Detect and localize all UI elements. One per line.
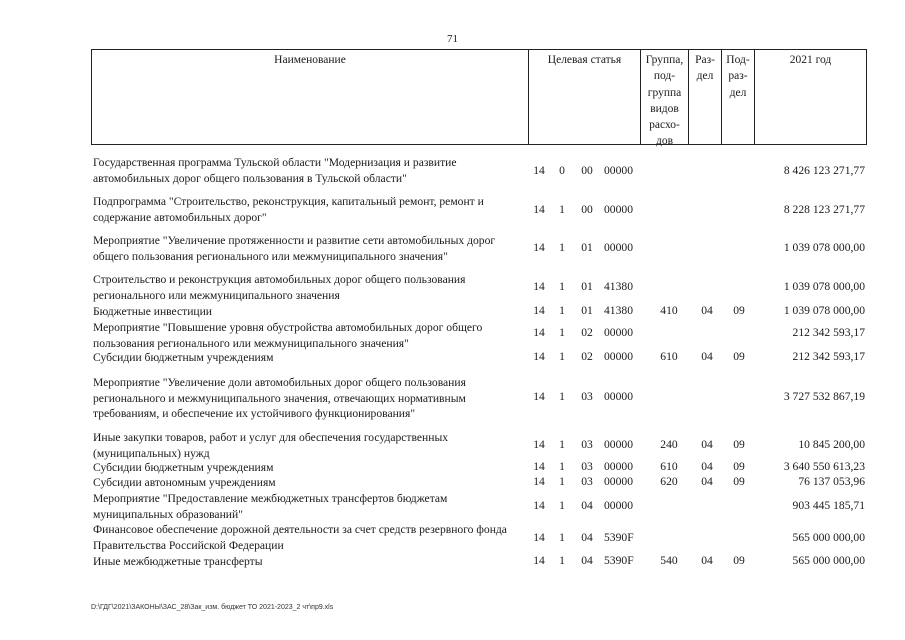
row-name: Иные закупки товаров, работ и услуг для обеспечения государственных (муниципальных) нужд bbox=[93, 431, 449, 460]
row-code-1: 14 bbox=[533, 460, 545, 473]
row-code-2: 1 bbox=[559, 350, 565, 363]
row-code-1: 14 bbox=[533, 475, 545, 488]
page-number: 71 bbox=[447, 33, 458, 45]
row-code-3: 04 bbox=[581, 531, 593, 544]
header-subsection-line: Под- bbox=[726, 54, 750, 66]
table-row bbox=[0, 350, 905, 366]
header-section bbox=[689, 50, 722, 144]
row-code-2: 1 bbox=[559, 554, 565, 567]
row-code-4: 00000 bbox=[604, 350, 633, 363]
row-code-2: 0 bbox=[559, 164, 565, 177]
table-row bbox=[0, 522, 905, 554]
row-code-4: 41380 bbox=[604, 280, 633, 293]
header-subsection bbox=[722, 50, 755, 144]
row-code-1: 14 bbox=[533, 326, 545, 339]
row-section: 04 bbox=[701, 304, 713, 317]
header-group-line: Группа, bbox=[645, 54, 684, 66]
table-row bbox=[0, 460, 905, 476]
row-code-4: 00000 bbox=[604, 241, 633, 254]
row-group: 240 bbox=[660, 438, 678, 451]
header-target: Целевая статья bbox=[529, 50, 641, 144]
row-group: 410 bbox=[660, 304, 678, 317]
row-code-2: 1 bbox=[559, 203, 565, 216]
row-code-4: 00000 bbox=[604, 164, 633, 177]
row-subsection: 09 bbox=[733, 475, 745, 488]
table-row bbox=[0, 304, 905, 320]
row-name: Финансовое обеспечение дорожной деятельности за счет средств резервного фонда Правительства Российской Федерации bbox=[93, 523, 507, 552]
row-code-2: 1 bbox=[559, 326, 565, 339]
row-name: Субсидии бюджетным учреждениям bbox=[93, 351, 274, 364]
row-code-1: 14 bbox=[533, 203, 545, 216]
row-code-2: 1 bbox=[559, 304, 565, 317]
row-section: 04 bbox=[701, 438, 713, 451]
table-row bbox=[0, 375, 905, 423]
row-subsection: 09 bbox=[733, 460, 745, 473]
header-group-line: группа bbox=[647, 86, 682, 99]
file-path-footer: D:\ГДГ\2021\ЗАКОНЫ\ЗАС_28\Зак_изм. бюджет ТО 2021-2023_2 чт\пр9.xls bbox=[91, 604, 334, 611]
row-group: 610 bbox=[660, 350, 678, 363]
row-code-1: 14 bbox=[533, 554, 545, 567]
row-code-3: 01 bbox=[581, 241, 593, 254]
row-code-3: 03 bbox=[581, 460, 593, 473]
row-group: 540 bbox=[660, 554, 678, 567]
row-code-4: 00000 bbox=[604, 475, 633, 488]
row-code-4: 5390F bbox=[604, 554, 634, 567]
row-code-3: 01 bbox=[581, 304, 593, 317]
header-group-line: под- bbox=[653, 70, 676, 83]
row-code-1: 14 bbox=[533, 241, 545, 254]
row-amount: 1 039 078 000,00 bbox=[783, 280, 865, 293]
row-amount: 3 640 550 613,23 bbox=[783, 460, 865, 473]
row-code-1: 14 bbox=[533, 350, 545, 363]
row-code-2: 1 bbox=[559, 499, 565, 512]
row-subsection: 09 bbox=[733, 304, 745, 317]
row-section: 04 bbox=[701, 350, 713, 363]
table-row bbox=[0, 272, 905, 304]
row-section: 04 bbox=[701, 554, 713, 567]
row-group: 610 bbox=[660, 460, 678, 473]
row-code-2: 1 bbox=[559, 241, 565, 254]
row-amount: 76 137 053,96 bbox=[798, 475, 865, 488]
row-code-4: 00000 bbox=[604, 390, 633, 403]
row-code-3: 00 bbox=[581, 203, 593, 216]
row-code-3: 04 bbox=[581, 499, 593, 512]
row-code-1: 14 bbox=[533, 531, 545, 544]
row-code-3: 02 bbox=[581, 350, 593, 363]
table-row bbox=[0, 194, 905, 228]
row-code-3: 04 bbox=[581, 554, 593, 567]
row-subsection: 09 bbox=[733, 554, 745, 567]
row-code-2: 1 bbox=[559, 280, 565, 293]
row-amount: 1 039 078 000,00 bbox=[783, 241, 865, 254]
header-section-line: Раз- bbox=[695, 54, 715, 66]
header-group-line: видов bbox=[650, 102, 679, 115]
row-name: Подпрограмма "Строительство, реконструкция, капитальный ремонт, ремонт и содержание автомобильных дорог" bbox=[93, 195, 484, 224]
row-code-3: 02 bbox=[581, 326, 593, 339]
row-name: Иные межбюджетные трансферты bbox=[93, 555, 263, 568]
table-row bbox=[0, 320, 905, 352]
row-code-4: 00000 bbox=[604, 499, 633, 512]
row-code-4: 00000 bbox=[604, 203, 633, 216]
row-amount: 565 000 000,00 bbox=[792, 554, 865, 567]
header-subsection-line: раз- bbox=[728, 70, 748, 83]
row-code-1: 14 bbox=[533, 304, 545, 317]
row-subsection: 09 bbox=[733, 438, 745, 451]
row-name: Мероприятие "Увеличение доли автомобильных дорог общего пользования регионального и межмуниципального значения, отвечающих нормативным требованиям, и обеспечение их устойчивого функционирования" bbox=[93, 376, 466, 420]
row-code-1: 14 bbox=[533, 164, 545, 177]
row-section: 04 bbox=[701, 475, 713, 488]
row-amount: 3 727 532 867,19 bbox=[783, 390, 865, 403]
row-amount: 8 228 123 271,77 bbox=[783, 203, 865, 216]
row-name: Государственная программа Тульской области "Модернизация и развитие автомобильных дорог общего пользования в Тульской области" bbox=[93, 156, 457, 185]
row-subsection: 09 bbox=[733, 350, 745, 363]
header-group bbox=[641, 50, 689, 148]
header-subsection-line: дел bbox=[729, 86, 747, 99]
row-code-3: 01 bbox=[581, 280, 593, 293]
table-row bbox=[0, 475, 905, 491]
row-code-4: 00000 bbox=[604, 438, 633, 451]
row-amount: 212 342 593,17 bbox=[792, 350, 865, 363]
row-code-1: 14 bbox=[533, 438, 545, 451]
row-name: Субсидии бюджетным учреждениям bbox=[93, 461, 274, 474]
row-code-3: 03 bbox=[581, 475, 593, 488]
row-code-2: 1 bbox=[559, 460, 565, 473]
header-year: 2021 год bbox=[789, 54, 832, 66]
row-amount: 903 445 185,71 bbox=[792, 499, 865, 512]
row-code-4: 5390F bbox=[604, 531, 634, 544]
row-name: Строительство и реконструкция автомобильных дорог общего пользования регионального или межмуниципального значения bbox=[93, 273, 466, 302]
row-name: Бюджетные инвестиции bbox=[93, 305, 213, 318]
row-code-1: 14 bbox=[533, 390, 545, 403]
row-code-2: 1 bbox=[559, 531, 565, 544]
row-code-4: 00000 bbox=[604, 460, 633, 473]
row-name: Мероприятие "Повышение уровня обустройства автомобильных дорог общего пользования регионального или межмуниципального значения" bbox=[93, 321, 483, 350]
header-name: Наименование bbox=[92, 50, 529, 144]
header-group-line: расхо- bbox=[649, 119, 680, 132]
row-name: Мероприятие "Предоставление межбюджетных трансфертов бюджетам муниципальных образований" bbox=[93, 492, 448, 521]
row-code-2: 1 bbox=[559, 438, 565, 451]
header-section-line: дел bbox=[696, 70, 714, 83]
row-code-1: 14 bbox=[533, 280, 545, 293]
row-code-2: 1 bbox=[559, 475, 565, 488]
row-code-4: 41380 bbox=[604, 304, 633, 317]
row-amount: 1 039 078 000,00 bbox=[783, 304, 865, 317]
row-code-3: 03 bbox=[581, 438, 593, 451]
table-row bbox=[0, 554, 905, 570]
row-code-4: 00000 bbox=[604, 326, 633, 339]
row-name: Субсидии автономным учреждениям bbox=[93, 476, 276, 489]
row-name: Мероприятие "Увеличение протяженности и развитие сети автомобильных дорог общего пользования регионального или межмуниципального значения" bbox=[93, 234, 496, 263]
row-section: 04 bbox=[701, 460, 713, 473]
table-row bbox=[0, 233, 905, 267]
row-code-1: 14 bbox=[533, 499, 545, 512]
row-amount: 565 000 000,00 bbox=[792, 531, 865, 544]
row-code-3: 03 bbox=[581, 390, 593, 403]
row-amount: 10 845 200,00 bbox=[798, 438, 865, 451]
table-row bbox=[0, 155, 905, 189]
row-amount: 8 426 123 271,77 bbox=[783, 164, 865, 177]
row-amount: 212 342 593,17 bbox=[792, 326, 865, 339]
table-row bbox=[0, 491, 905, 523]
header-group-line: дов bbox=[655, 135, 674, 148]
table-row bbox=[0, 430, 905, 462]
row-code-3: 00 bbox=[581, 164, 593, 177]
table-header bbox=[91, 49, 867, 148]
row-group: 620 bbox=[660, 475, 678, 488]
row-code-2: 1 bbox=[559, 390, 565, 403]
